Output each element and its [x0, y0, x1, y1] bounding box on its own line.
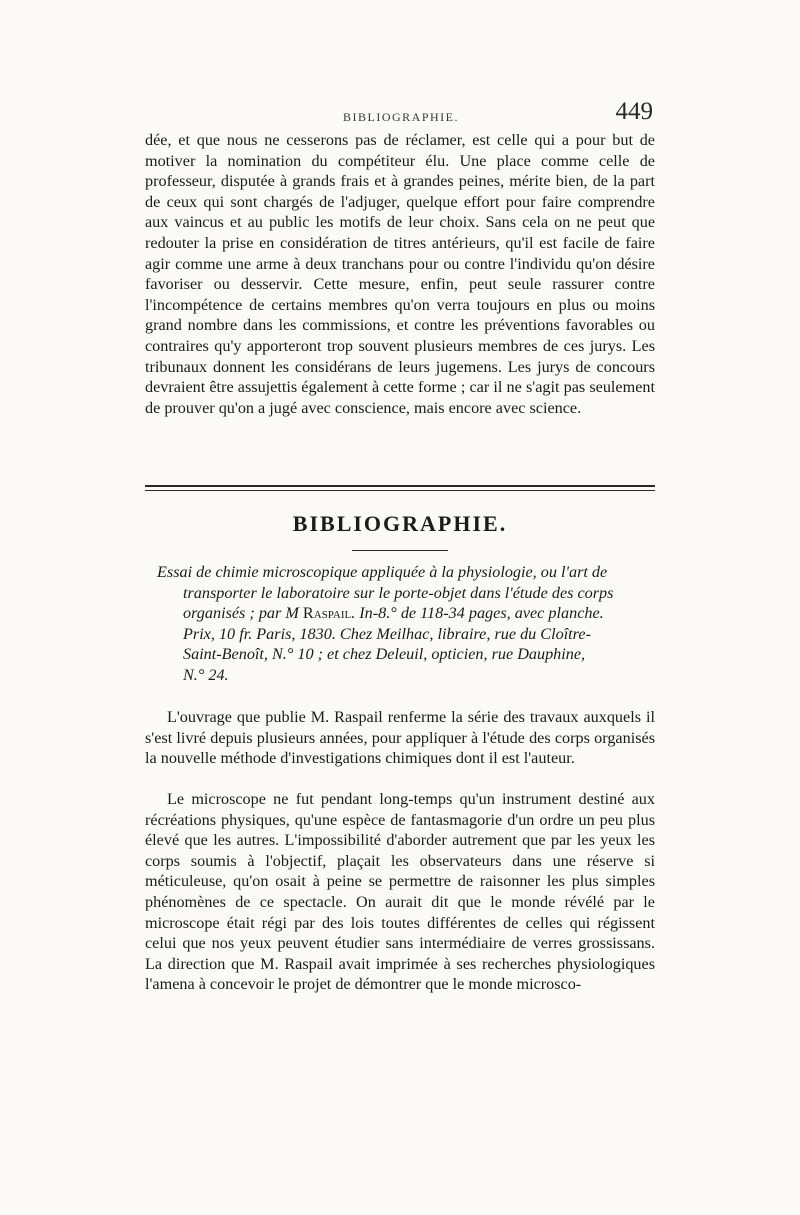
- citation-line: Saint-Benoît, N.° 10 ; et chez Deleuil, opticien, rue Dauphine,: [183, 645, 586, 664]
- page-number: 449: [615, 98, 653, 125]
- citation-fragment: . In-8.° de 118-34 pages, avec planche.: [351, 604, 604, 623]
- citation-author: Raspail: [302, 604, 352, 623]
- citation-line: N.° 24.: [183, 665, 229, 684]
- citation-line: Essai de chimie microscopique appliquée à la physiologie, ou l'art de: [157, 563, 608, 581]
- section-divider: [145, 485, 655, 495]
- citation-line: Prix, 10 fr. Paris, 1830. Chez Meilhac, libraire, rue du Cloître-: [183, 624, 591, 643]
- running-head: [145, 98, 655, 132]
- book-citation: [145, 562, 655, 686]
- running-title: BIBLIOGRAPHIE.: [343, 110, 459, 124]
- section-title: BIBLIOGRAPHIE.: [292, 511, 508, 536]
- citation-line: transporter le laboratoire sur le porte-objet dans l'étude des corps: [183, 583, 614, 602]
- citation-line: [145, 603, 655, 624]
- review-paragraph-2: Le microscope ne fut pendant long-temps qu'un instrument destiné aux récréations physiques, qu'une espèce de fantasmagorie d'un ordre un peu plus élevé que les autres. L'impossibilité d'aborder autrement que par les yeux les corps soumis à l'objectif, plaçait les observateurs dans une réserve si méticuleuse, qu'on osait à peine se permettre de raisonner les plus simples phénomènes de ce spectacle. On aurait dit que le monde révélé par le microscope était régi par des lois toutes différentes de celles qui régissent celui que nos yeux peuvent étudier sans intermédiaire de verres grossissans. La direction que M. Raspail avait imprimée à ses recherches physiologiques l'amena à concevoir le projet de démontrer que le monde microsco-: [145, 790, 655, 994]
- continued-paragraph: dée, et que nous ne cesserons pas de réclamer, est celle qui a pour but de motiver la nomination du compétiteur élu. Une place comme celle de professeur, disputée à grands frais et à grandes peines, mérite bien, de la part de ceux qui sont chargés de l'adjuger, quelque effort pour faire comprendre aux vaincus et au public les motifs de leur choix. Sans cela on ne peut que redouter la prise en considération de titres antérieurs, qu'il est facile de faire agir comme une arme à deux tranchans pour ou contre l'individu qu'on désire favoriser ou desservir. Cette mesure, enfin, peut seule rassurer contre l'incompétence de certains membres qu'on verra toujours en plus ou moins grand nombre dans les commissions, et contre les préventions favorables ou contraires qu'y apporteront trop souvent plusieurs membres de ces jurys. Les tribunaux donnent les considérans de leurs jugemens. Les jurys de concours devraient être assujettis également à cette forme ; car il ne s'agit pas seulement de prouver qu'on a jugé avec conscience, mais encore avec science.: [145, 131, 655, 417]
- review-paragraph-1: L'ouvrage que publie M. Raspail renferme la série des travaux auxquels il s'est livré depuis plusieurs années, pour appliquer à l'étude des corps organisés la nouvelle méthode d'investigations chimiques dont il est l'auteur.: [145, 708, 655, 768]
- citation-fragment: organisés ; par M: [183, 604, 303, 623]
- title-underline: [352, 550, 448, 551]
